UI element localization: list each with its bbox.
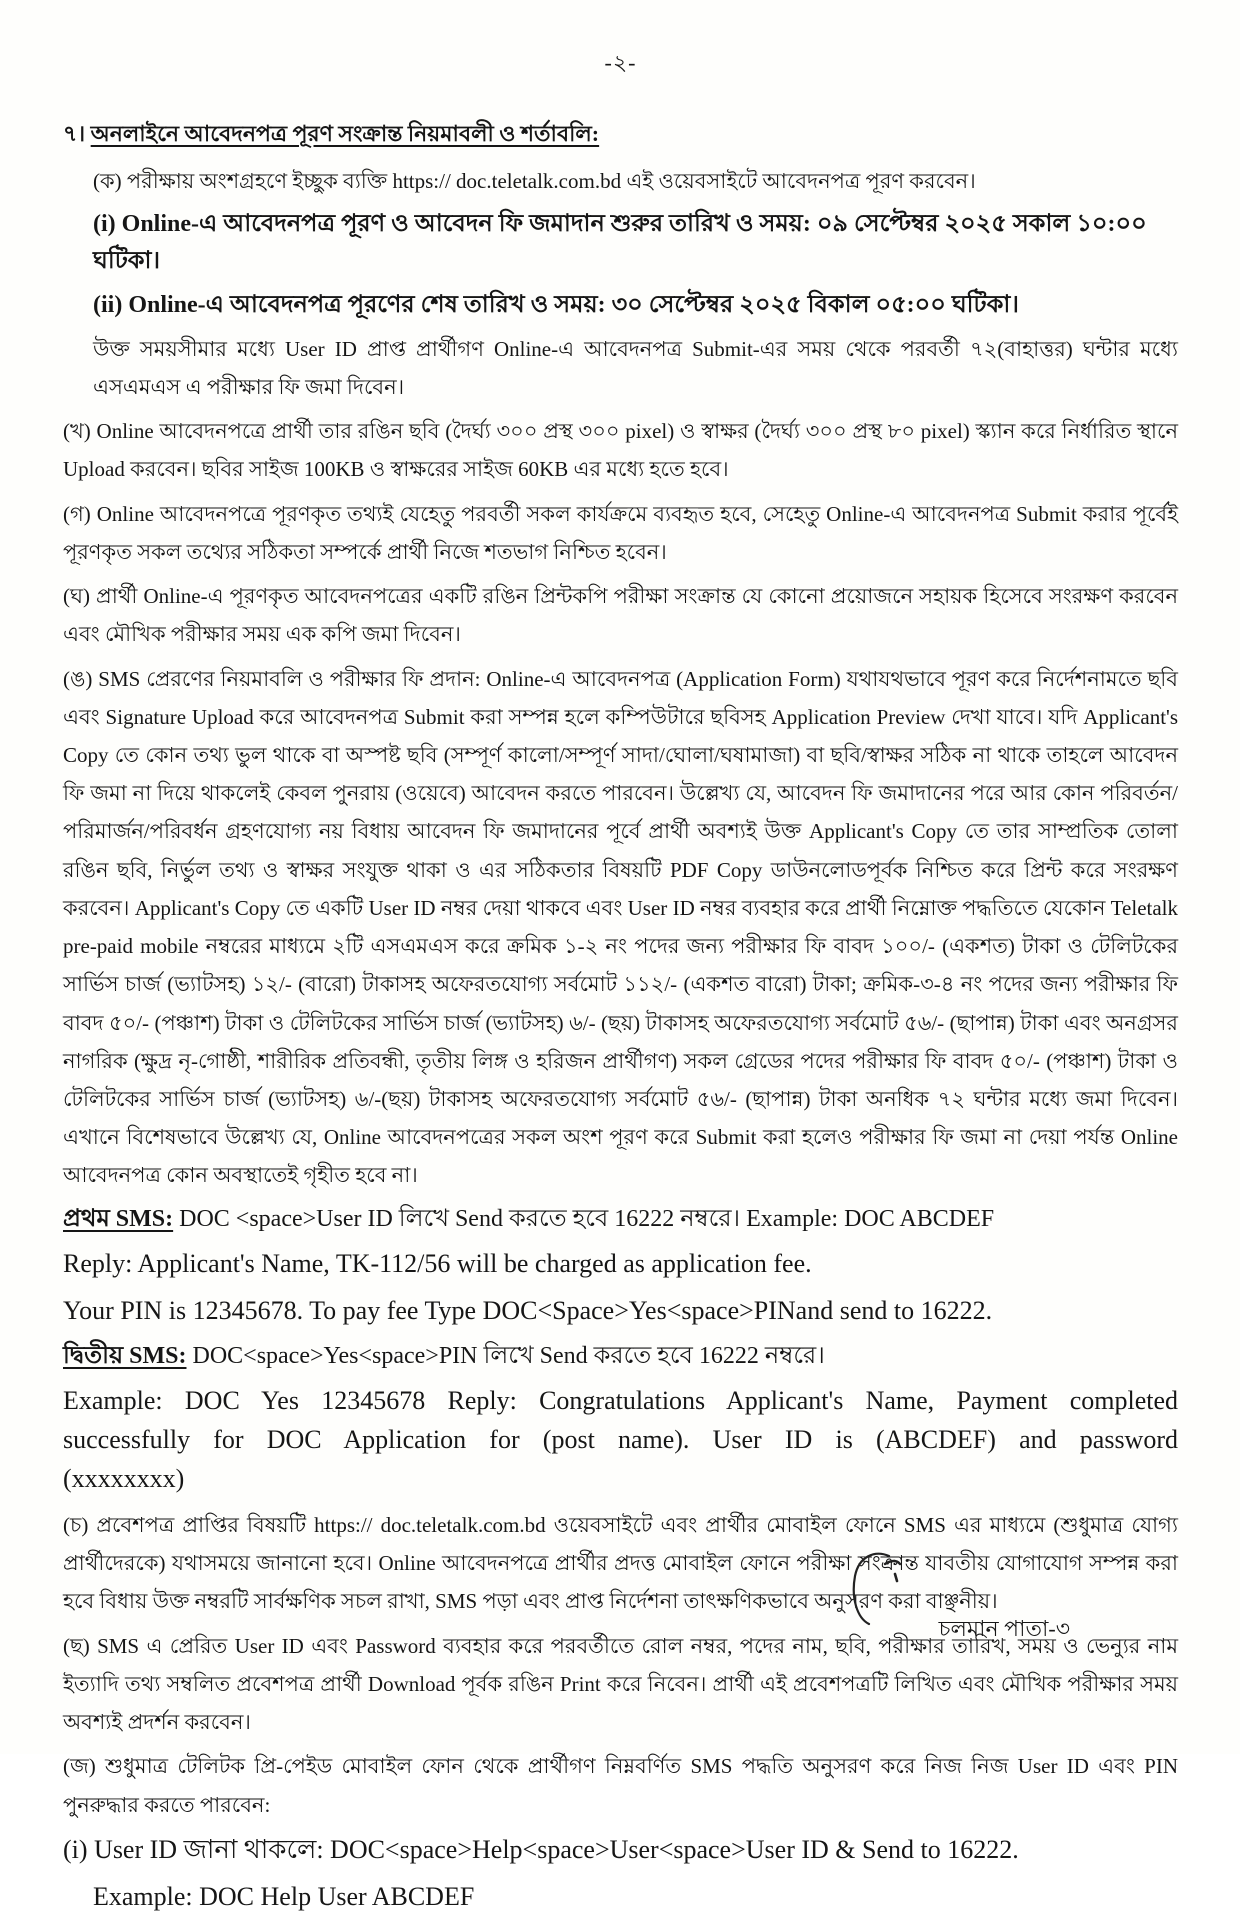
- clause-kha: (খ) Online আবেদনপত্রে প্রার্থী তার রঙিন ছবি (দৈর্ঘ্য ৩০০ প্রস্থ ৩০০ pixel) ও স্বাক্ষর (দৈর্ঘ্য ৩০০ প্রস্থ ৮০ pixel) স্ক্যান করে নির্ধারিত স্থানে Upload করবেন। ছবির সাইজ 100KB ও স্বাক্ষরের সাইজ 60KB এর মধ্যে হতে হবে।: [63, 419, 1178, 482]
- clause-ga: (গ) Online আবেদনপত্রে পূরণকৃত তথ্যই যেহেতু পরবর্তী সকল কার্যক্রমে ব্যবহৃত হবে, সেহেতু Online-এ আবেদনপত্র Submit করার পূর্বেই পূরণকৃত সকল তথ্যের সঠিকতা সম্পর্কে প্রার্থী নিজে শতভাগ নিশ্চিত হবেন।: [63, 501, 1178, 564]
- clause-cha: (চ) প্রবেশপত্র প্রাপ্তির বিষয়টি https:// doc.teletalk.com.bd ওয়েবসাইটে এবং প্রার্থীর মোবাইল ফোনে SMS এর মাধ্যমে (শুধুমাত্র যোগ্য প্রার্থীদেরকে) যথাসময়ে জানানো হবে। Online আবেদনপত্রে প্রার্থীর প্রদত্ত মোবাইল ফোনে পরীক্ষা সংক্রান্ত যাবতীয় যোগাযোগ সম্পন্ন করা হবে বিধায় উক্ত নম্বরটি সার্বক্ষণিক সচল রাখা, SMS পড়া এবং প্রাপ্ত নির্দেশনা তাৎক্ষণিকভাবে অনুসরণ করা বাঞ্ছনীয়।: [63, 1512, 1178, 1614]
- first-sms-line: [63, 1201, 1178, 1238]
- second-sms-text: DOC<space>Yes<space>PIN লিখে Send করতে হবে 16222 নম্বরে।: [192, 1342, 825, 1369]
- clause-ungo: (ঙ) SMS প্রেরণের নিয়মাবলি ও পরীক্ষার ফি প্রদান: Online-এ আবেদনপত্র (Application Form) যথাযথভাবে পূরণ করে নির্দেশনামতে ছবি এবং Signature Upload করে আবেদনপত্র Submit করা সম্পন্ন হলে কম্পিউটারে ছবিসহ Application Preview দেখা যাবে। যদি Applicant's Copy তে কোন তথ্য ভুল থাকে বা অস্পষ্ট ছবি (সম্পূর্ণ কালো/সম্পূর্ণ সাদা/ঘোলা/ঘষামাজা) বা ছবি/স্বাক্ষর সঠিক না থাকে তাহলে আবেদন ফি জমা না দিয়ে থাকলেই কেবল পুনরায় (ওয়েবে) আবেদন করতে পারবেন। উল্লেখ্য যে, আবেদন ফি জমাদানের পরে আর কোন পরিবর্তন/পরিমার্জন/পরিবর্ধন গ্রহণযোগ্য নয় বিধায় আবেদন ফি জমাদানের পূর্বে প্রার্থী অবশ্যই উক্ত Applicant's Copy তে তার সাম্প্রতিক তোলা রঙিন ছবি, নির্ভুল তথ্য ও স্বাক্ষর সংযুক্ত থাকা ও এর সঠিকতার বিষয়টি PDF Copy ডাউনলোডপূর্বক নিশ্চিত করে প্রিন্ট করে সংরক্ষণ করবেন। Applicant's Copy তে একটি User ID নম্বর দেয়া থাকবে এবং User ID নম্বর ব্যবহার করে প্রার্থী নিম্নোক্ত পদ্ধতিতে যেকোন Teletalk pre-paid mobile নম্বরের মাধ্যমে ২টি এসএমএস করে ক্রমিক ১-২ নং পদের জন্য পরীক্ষার ফি বাবদ ১০০/- (একশত) টাকা ও টেলিটকের সার্ভিস চার্জ (ভ্যাটসহ) ১২/- (বারো) টাকাসহ অফেরতযোগ্য সর্বমোট ১১২/- (একশত বারো) টাকা; ক্রমিক-৩-৪ নং পদের জন্য পরীক্ষার ফি বাবদ ৫০/- (পঞ্চাশ) টাকা ও টেলিটকের সার্ভিস চার্জ (ভ্যাটসহ) ৬/- (ছয়) টাকাসহ অফেরতযোগ্য সর্বমোট ৫৬/- (ছাপান্ন) টাকা এবং অনগ্রসর নাগরিক (ক্ষুদ্র নৃ-গোষ্ঠী, শারীরিক প্রতিবন্ধী, তৃতীয় লিঙ্গ ও হরিজন প্রার্থীগণ) সকল গ্রেডের পদের পরীক্ষার ফি বাবদ ৫০/- (পঞ্চাশ) টাকা ও টেলিটকের সার্ভিস চার্জ (ভ্যাটসহ) ৬/-(ছয়) টাকাসহ অফেরতযোগ্য সর্বমোট ৫৬/- (ছাপান্ন) টাকা অনধিক ৭২ ঘন্টার মধ্যে জমা দিবেন। এখানে বিশেষভাবে উল্লেখ্য যে, Online আবেদনপত্রের সকল অংশ পূরণ করে Submit করা হলেও পরীক্ষার ফি জমা না দেয়া পর্যন্ত Online আবেদনপত্র কোন অবস্থাতেই গৃহীত হবে না।: [63, 666, 1178, 1188]
- clause-sub-continuation: উক্ত সময়সীমার মধ্যে User ID প্রাপ্ত প্রার্থীগণ Online-এ আবেদনপত্র Submit-এর সময় থেকে পরবর্তী ৭২(বাহাত্তর) ঘন্টার মধ্যে এসএমএস এ পরীক্ষার ফি জমা দিবেন।: [93, 336, 1178, 399]
- clause-ka: (ক) পরীক্ষায় অংশগ্রহণে ইচ্ছুক ব্যক্তি https:// doc.teletalk.com.bd এই ওয়েবসাইটে আবেদনপত্র পূরণ করবেন।: [93, 169, 976, 193]
- section-title: অনলাইনে আবেদনপত্র পূরণ সংক্রান্ত নিয়মাবলী ও শর্তাবলি:: [90, 121, 600, 146]
- help-example-line: Example: DOC Help User ABCDEF: [93, 1881, 475, 1911]
- clause-sub-ii: (ii) Online-এ আবেদনপত্র পূরণের শেষ তারিখ ও সময়: ৩০ সেপ্টেম্বর ২০২৫ বিকাল ০৫:০০ ঘটিকা।: [93, 291, 1019, 318]
- first-sms-label: প্রথম SMS:: [63, 1205, 174, 1232]
- clause-ja: (জ) শুধুমাত্র টেলিটক প্রি-পেইড মোবাইল ফোন থেকে প্রার্থীগণ নিম্নবর্ণিত SMS পদ্ধতি অনুসরণ করে নিজ নিজ User ID এবং PIN পুনরুদ্ধার করতে পারবেন:: [63, 1754, 1178, 1817]
- sms-pin-line: Your PIN is 12345678. To pay fee Type DOC<Space>Yes<space>PINand send to 16222.: [63, 1295, 993, 1325]
- help-userid-line: (i) User ID জানা থাকলে: DOC<space>Help<space>User<space>User ID & Send to 16222.: [63, 1834, 1019, 1864]
- footer-continuation: চলমান পাতা-৩: [938, 1616, 1070, 1641]
- clause-gha: (ঘ) প্রার্থী Online-এ পূরণকৃত আবেদনপত্রের একটি রঙিন প্রিন্টকপি পরীক্ষা সংক্রান্ত যে কোনো প্রয়োজনে সহায়ক হিসেবে সংরক্ষণ করবেন এবং মৌখিক পরীক্ষার সময় এক কপি জমা দিবেন।: [63, 584, 1178, 647]
- clause-chha: (ছ) SMS এ প্রেরিত User ID এবং Password ব্যবহার করে পরবর্তীতে রোল নম্বর, পদের নাম, ছবি, পরীক্ষার তারিখ, সময় ও ভেন্যুর নাম ইত্যাদি তথ্য সম্বলিত প্রবেশপত্র প্রার্থী Download পূর্বক রঙিন Print করে নিবেন। প্রার্থী এই প্রবেশপত্রটি লিখিত এবং মৌখিক পরীক্ষার সময় অবশ্যই প্রদর্শন করবেন।: [63, 1633, 1178, 1735]
- second-sms-example: Example: DOC Yes 12345678 Reply: Congratulations Applicant's Name, Payment completed successfully for DOC Application for (post name). User ID is (ABCDEF) and password (xxxxxxxx): [63, 1385, 1178, 1493]
- second-sms-label: দ্বিতীয় SMS:: [63, 1342, 187, 1369]
- section-heading: [63, 117, 1178, 154]
- page-number: -২-: [604, 50, 637, 75]
- section-number: ৭।: [63, 121, 86, 146]
- handwritten-mark: [845, 1548, 917, 1634]
- second-sms-line: [63, 1338, 1178, 1375]
- first-sms-text: DOC <space>User ID লিখে Send করতে হবে 16222 নম্বরে। Example: DOC ABCDEF: [179, 1205, 995, 1232]
- sms-reply-line: Reply: Applicant's Name, TK-112/56 will be charged as application fee.: [63, 1248, 812, 1278]
- clause-sub-i: (i) Online-এ আবেদনপত্র পূরণ ও আবেদন ফি জমাদান শুরুর তারিখ ও সময়: ০৯ সেপ্টেম্বর ২০২৫ সকাল ১০:০০ ঘটিকা।: [93, 211, 1147, 275]
